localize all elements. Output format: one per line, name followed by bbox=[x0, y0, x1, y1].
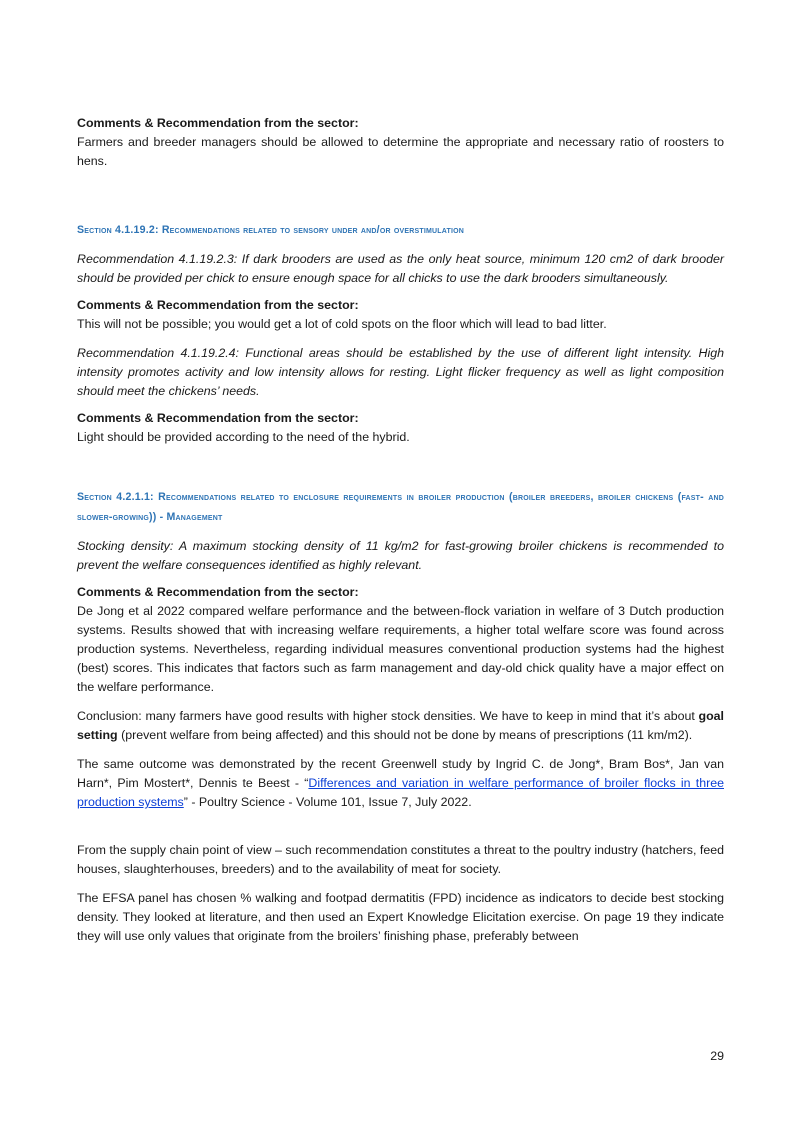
document-page bbox=[77, 114, 724, 946]
comment-text: This will not be possible; you would get a lot of cold spots on the floor which will lead to bad litter. bbox=[77, 317, 607, 331]
paragraph-supply-chain: From the supply chain point of view – such recommendation constitutes a threat to the poultry industry (hatchers, feed houses, slaughterhouses, breeders) and to the availability of meat for society. bbox=[77, 843, 724, 876]
paragraph-text: The same outcome was demonstrated by the recent Greenwell study by Ingrid C. de Jong*, Bram Bos*, Jan van Harn*, Pim Mostert*, Dennis te Beest - “ bbox=[77, 757, 724, 790]
comment-label: Comments & Recommendation from the sector: bbox=[77, 298, 359, 312]
recommendation-4-1-19-2-3: Recommendation 4.1.19.2.3: If dark brooders are used as the only heat source, minimum 120 cm2 of dark brooder should be provided per chick to ensure enough space for all chicks to use the dark brooders simultaneously. bbox=[77, 252, 724, 285]
paragraph-efsa: The EFSA panel has chosen % walking and footpad dermatitis (FPD) incidence as indicators to decide best stocking density. They looked at literature, and then used an Expert Knowledge Elicitation exercise. On page 19 they indicate they will use only values that originate from the broilers’ finishing phase, preferably between bbox=[77, 891, 724, 943]
paragraph-de-jong: De Jong et al 2022 compared welfare performance and the between-flock variation in welfare of 3 Dutch production systems. Results showed that with increasing welfare requirements, a higher total welfare score was found across production systems. Nevertheless, regarding individual measures conventional production systems had the highest (best) scores. This indicates that factors such as farm management and day-old chick quality have a major effect on the welfare performance. bbox=[77, 604, 724, 694]
paragraph-text: ” - Poultry Science - Volume 101, Issue 7, July 2022. bbox=[183, 795, 472, 809]
study-link[interactable]: Differences and variation in welfare performance of broiler flocks in three production systems bbox=[77, 776, 724, 809]
page-number: 29 bbox=[710, 1049, 724, 1063]
paragraph-conclusion bbox=[77, 707, 724, 745]
section-heading-4-2-1-1: Section 4.2.1.1: Recommendations related to enclosure requirements in broiler production (broiler breeders, broiler chickens (fast- and slower-growing)) - Management bbox=[77, 491, 724, 523]
paragraph-text: (prevent welfare from being affected) and this should not be done by means of prescriptions (11 km/m2). bbox=[117, 728, 693, 742]
comment-label: Comments & Recommendation from the sector: bbox=[77, 585, 359, 599]
paragraph-text: Conclusion: many farmers have good results with higher stock densities. We have to keep in mind that it’s about bbox=[77, 709, 699, 723]
paragraph-greenwell bbox=[77, 755, 724, 812]
comment-text: Farmers and breeder managers should be allowed to determine the appropriate and necessary ratio of roosters to hens. bbox=[77, 135, 724, 168]
comment-label: Comments & Recommendation from the sector: bbox=[77, 116, 359, 130]
bold-term: goal setting bbox=[77, 709, 724, 742]
recommendation-stocking-density: Stocking density: A maximum stocking density of 11 kg/m2 for fast-growing broiler chickens is recommended to prevent the welfare consequences identified as highly relevant. bbox=[77, 539, 724, 572]
comment-text: Light should be provided according to the need of the hybrid. bbox=[77, 430, 410, 444]
section-heading-4-1-19-2: Section 4.1.19.2: Recommendations related to sensory under and/or overstimulation bbox=[77, 224, 465, 236]
recommendation-4-1-19-2-4: Recommendation 4.1.19.2.4: Functional areas should be established by the use of different light intensity. High intensity promotes activity and low intensity allows for resting. Light flicker frequency as well as light composition should meet the chickens’ needs. bbox=[77, 346, 724, 398]
comment-label: Comments & Recommendation from the sector: bbox=[77, 411, 359, 425]
